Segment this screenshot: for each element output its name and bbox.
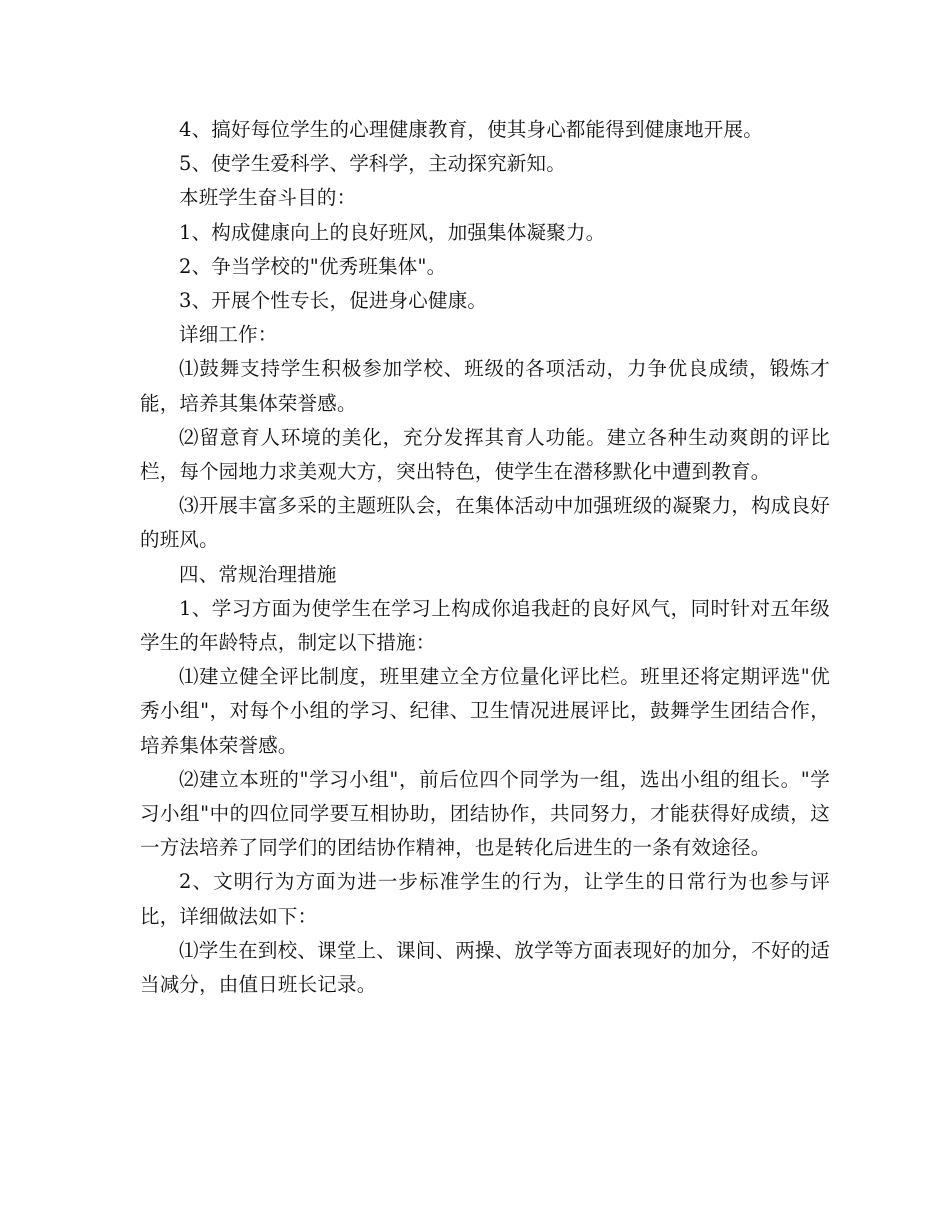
paragraph: 2、争当学校的"优秀班集体"。 <box>179 254 447 278</box>
paragraph: ⑶开展丰富多采的主题班队会，在集体活动中加强班级的凝聚力，构成良好的班风。 <box>140 494 830 552</box>
paragraph: ⑴学生在到校、课堂上、课间、两操、放学等方面表现好的加分，不好的适当减分，由值日班长记录。 <box>140 938 830 997</box>
paragraph: ⑴鼓舞支持学生积极参加学校、班级的各项活动，力争优良成绩，锻炼才能，培养其集体荣誉感。 <box>140 357 830 415</box>
paragraph: 1、学习方面为使学生在学习上构成你追我赶的良好风气，同时针对五年级学生的年龄特点，制定以下措施： <box>140 596 830 655</box>
paragraph: 2、文明行为方面为进一步标准学生的行为，让学生的日常行为也参与评比，详细做法如下： <box>140 870 830 928</box>
paragraph: 5、使学生爱科学、学科学，主动探究新知。 <box>179 152 566 176</box>
paragraph: 4、搞好每位学生的心理健康教育，使其身心都能得到健康地开展。 <box>179 118 763 141</box>
section-heading: 本班学生奋斗目的： <box>179 186 357 210</box>
section-heading: 四、常规治理措施 <box>179 562 337 586</box>
paragraph: ⑵留意育人环境的美化，充分发挥其育人功能。建立各种生动爽朗的评比栏，每个园地力求美观大方，突出特色，使学生在潜移默化中遭到教育。 <box>140 425 830 484</box>
paragraph: ⑴建立健全评比制度，班里建立全方位量化评比栏。班里还将定期评选"优秀小组"，对每个小组的学习、纪律、卫生情况进展评比，鼓舞学生团结合作，培养集体荣誉感。 <box>140 665 830 757</box>
paragraph: ⑵建立本班的"学习小组"，前后位四个同学为一组，选出小组的组长。"学习小组"中的四位同学要互相协助，团结协作，共同努力，才能获得好成绩，这一方法培养了同学们的团结协作精神，也是转化后进生的一条有效途径。 <box>140 767 830 860</box>
section-heading: 详细工作： <box>179 323 278 347</box>
document-body <box>140 113 830 1002</box>
paragraph: 3、开展个性专长，促进身心健康。 <box>179 289 488 313</box>
paragraph: 1、构成健康向上的良好班风，加强集体凝聚力。 <box>179 220 606 244</box>
